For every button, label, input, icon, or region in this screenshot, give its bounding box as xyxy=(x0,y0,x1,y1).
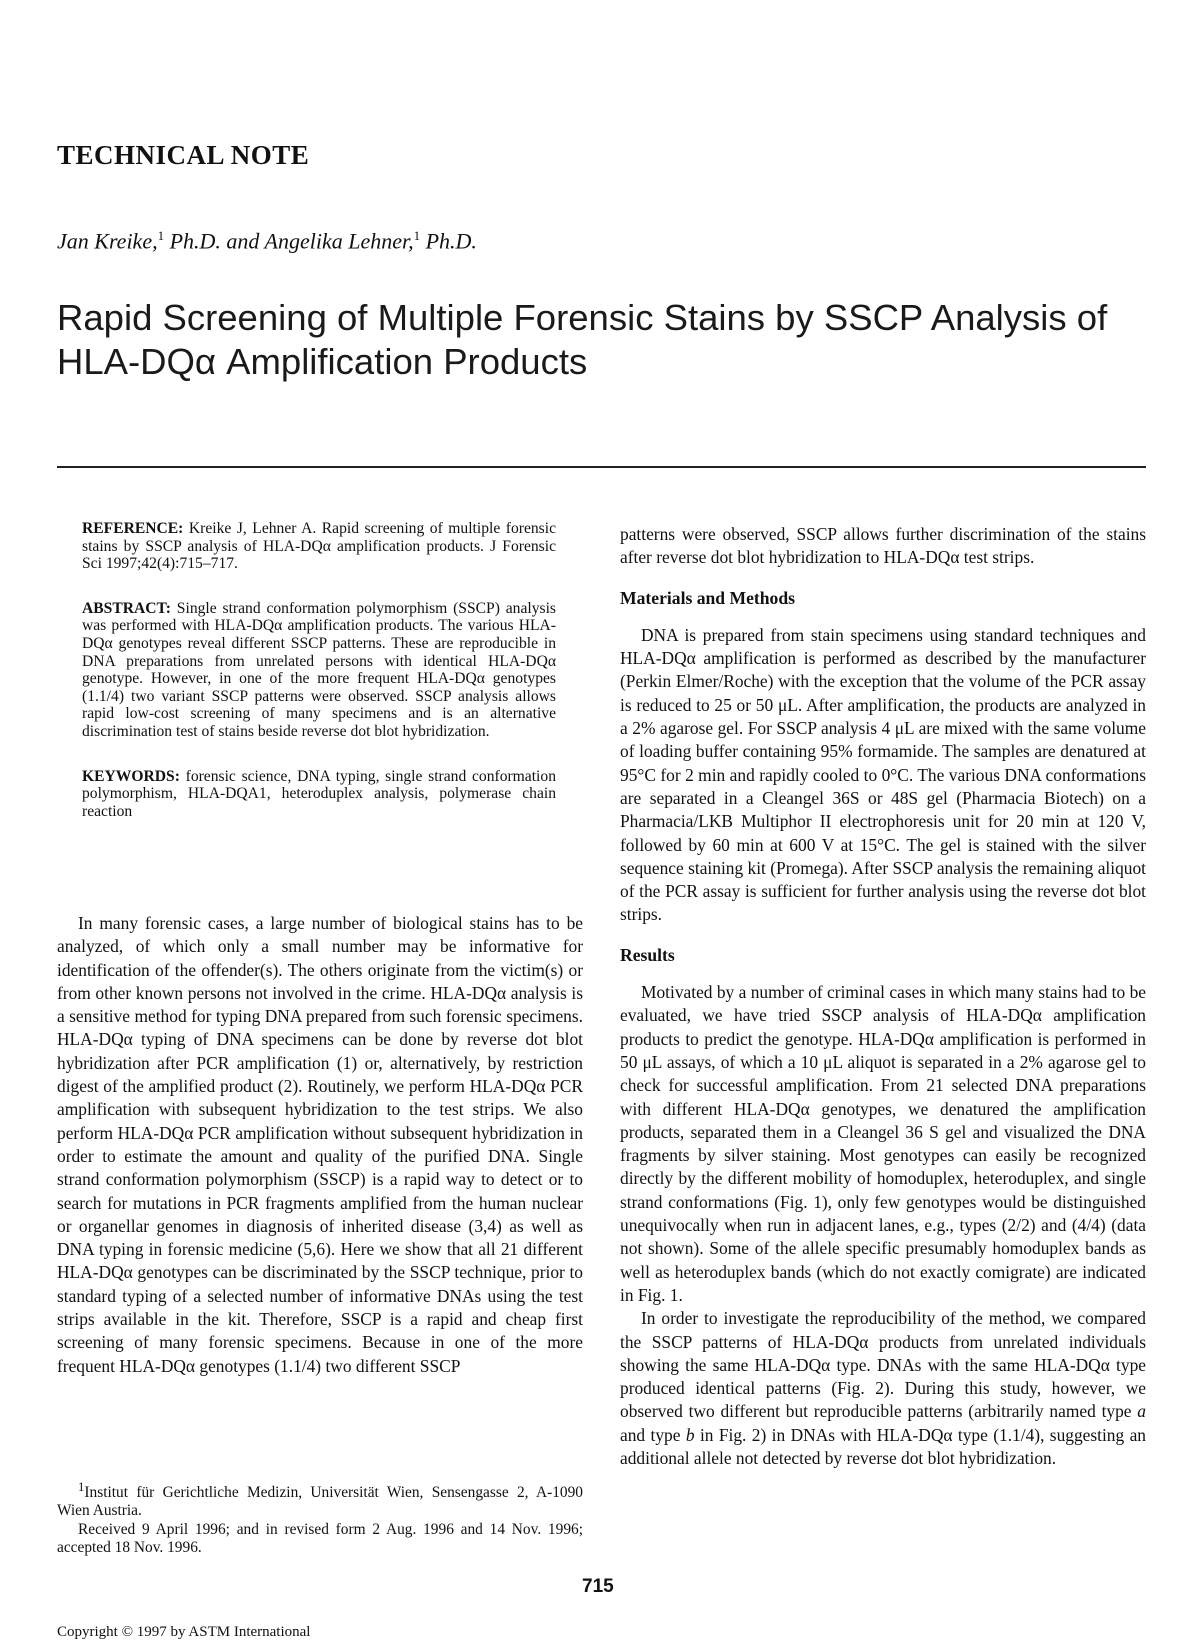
methods-paragraph: DNA is prepared from stain specimens using standard techniques and HLA-DQα amplification is performed as described by the manufacturer (Perkin Elmer/Roche) with the exception that the volume of the PCR assay is reduced to 25 or 50 μL. After amplification, the products are analyzed in a 2% agarose gel. For SSCP analysis 4 μL are mixed with the same volume of loading buffer containing 95% formamide. The samples are denatured at 95°C for 2 min and rapidly cooled to 0°C. The various DNA conformations are separated in a Cleangel 36S or 48S gel (Pharmacia Biotech) on a Pharmacia/LKB Multiphor II electrophoresis unit for 20 min at 120 V, followed by 60 min at 600 V at 15°C. The gel is stained with the silver sequence staining kit (Promega). After SSCP analysis the remaining aliquot of the PCR assay is sufficient for further analysis using the reverse dot blot strips. xyxy=(620,624,1146,925)
affiliation-text: Institut für Gerichtliche Medizin, Universität Wien, Sensengasse 2, A-1090 Wien Austria. xyxy=(57,1484,583,1520)
author-2: Ph.D. and Angelika Lehner, xyxy=(164,228,414,254)
front-matter xyxy=(82,520,556,847)
results-text: and type xyxy=(620,1424,686,1445)
methods-heading: Materials and Methods xyxy=(620,587,795,608)
intro-paragraph: In many forensic cases, a large number of biological stains has to be analyzed, of which only a small number may be informative for identification of the offender(s). The others originate from the victim(s) or from other known persons not involved in the crime. HLA-DQα analysis is a sensitive method for typing DNA prepared from such forensic specimens. HLA-DQα typing of DNA specimens can be done by reverse dot blot hybridization after PCR amplification (1) or, alternatively, by restriction digest of the amplified product (2). Routinely, we perform HLA-DQα PCR amplification with subsequent hybridization to the test strips. We also perform HLA-DQα PCR amplification without subsequent hybridization in order to estimate the amount and quality of the purified DNA. Single strand conformation polymorphism (SSCP) is a rapid way to detect or to search for mutations in PCR fragments amplified from the human nuclear or organellar genomes in diagnosis of inherited disease (3,4) as well as DNA typing in forensic medicine (5,6). Here we show that all 21 different HLA-DQα genotypes can be discriminated by the SSCP technique, prior to standard typing of a selected number of informative DNAs using the test strips available in the kit. Therefore, SSCP is a rapid and cheap first screening of many forensic specimens. Because in one of the more frequent HLA-DQα genotypes (1.1/4) two different SSCP xyxy=(57,913,583,1376)
footnotes xyxy=(57,1478,583,1557)
results-text: In order to investigate the reproducibility of the method, we compared the SSCP patterns of HLA-DQα products from unrelated individuals showing the same HLA-DQα type. DNAs with the same HLA-DQα type produced identical patterns (Fig. 2). During this study, however, we observed two different but reproducible patterns (arbitrarily named type xyxy=(620,1308,1146,1422)
keywords-text: forensic science, DNA typing, single strand conformation polymorphism, HLA-DQA1, heteroduplex analysis, polymerase chain reaction xyxy=(82,767,556,820)
section-label: TECHNICAL NOTE xyxy=(57,140,310,170)
results-heading: Results xyxy=(620,944,675,965)
type-a-label: a xyxy=(1137,1401,1146,1422)
right-column xyxy=(620,523,1146,1470)
footnote-mark: 1 xyxy=(78,1480,85,1494)
title-divider xyxy=(57,466,1146,468)
reference-label: REFERENCE: xyxy=(82,520,184,537)
author-degree: Ph.D. xyxy=(420,228,477,254)
affiliation-mark: 1 xyxy=(157,228,165,243)
affiliation-footnote xyxy=(57,1478,583,1521)
page-number: 715 xyxy=(582,1576,614,1597)
abstract-label: ABSTRACT: xyxy=(82,599,171,617)
reference-block xyxy=(82,520,556,573)
reference-text: Kreike J, Lehner A. Rapid screening of multiple forensic stains by SSCP analysis of HLA-DQα amplification products. J Forensic Sci 1997;42(4):715–717. xyxy=(82,520,556,573)
intro-column xyxy=(57,912,583,1378)
article-title: Rapid Screening of Multiple Forensic Stains by SSCP Analysis of HLA-DQα Amplification Products xyxy=(57,297,1108,382)
copyright-notice: Copyright © 1997 by ASTM International xyxy=(57,1624,311,1640)
keywords-label: KEYWORDS: xyxy=(82,767,180,785)
author-1: Jan Kreike, xyxy=(57,228,158,254)
abstract-text: Single strand conformation polymorphism (SSCP) analysis was performed with HLA-DQα amplification products. The various HLA-DQα genotypes reveal different SSCP patterns. These are reproducible in DNA preparations from unrelated persons with identical HLA-DQα genotype. However, in one of the more frequent HLA-DQα genotypes (1.1/4) two variant SSCP patterns were observed. SSCP analysis allows rapid low-cost screening of many specimens and is an alternative discrimination test of stains beside reverse dot blot hybridization. xyxy=(82,599,556,740)
results-paragraph-1: Motivated by a number of criminal cases in which many stains had to be evaluated, we have tried SSCP analysis of HLA-DQα amplification products to predict the genotype. HLA-DQα amplification is performed in 50 μL assays, of which a 10 μL aliquot is separated in a 2% agarose gel to check for successful amplification. From 21 selected DNA preparations with different HLA-DQα genotypes, we denatured the amplification products, separated them in a Cleangel 36 S gel and visualized the DNA fragments by silver staining. Most genotypes can easily be recognized directly by the different mobility of homoduplex, heteroduplex, and single strand conformations (Fig. 1), only few genotypes would be distinguished unequivocally when run in adjacent lanes, e.g., types (2/2) and (4/4) (data not shown). Some of the allele specific presumably homoduplex bands as well as heteroduplex bands (which do not exactly comigrate) are indicated in Fig. 1. xyxy=(620,982,1146,1305)
type-b-label: b xyxy=(685,1424,695,1445)
intro-continued: patterns were observed, SSCP allows further discrimination of the stains after reverse dot blot hybridization to HLA-DQα test strips. xyxy=(620,524,1146,568)
keywords-block xyxy=(82,768,556,821)
author-line xyxy=(57,228,477,254)
results-paragraph-2 xyxy=(620,1307,1146,1470)
abstract-block xyxy=(82,600,556,741)
affiliation-mark: 1 xyxy=(413,228,421,243)
results-text: in Fig. 2) in DNAs with HLA-DQα type (1.1/4), suggesting an additional allele not detected by reverse dot blot hybridization. xyxy=(620,1424,1147,1468)
received-footnote: Received 9 April 1996; and in revised form 2 Aug. 1996 and 14 Nov. 1996; accepted 18 Nov. 1996. xyxy=(57,1520,583,1556)
